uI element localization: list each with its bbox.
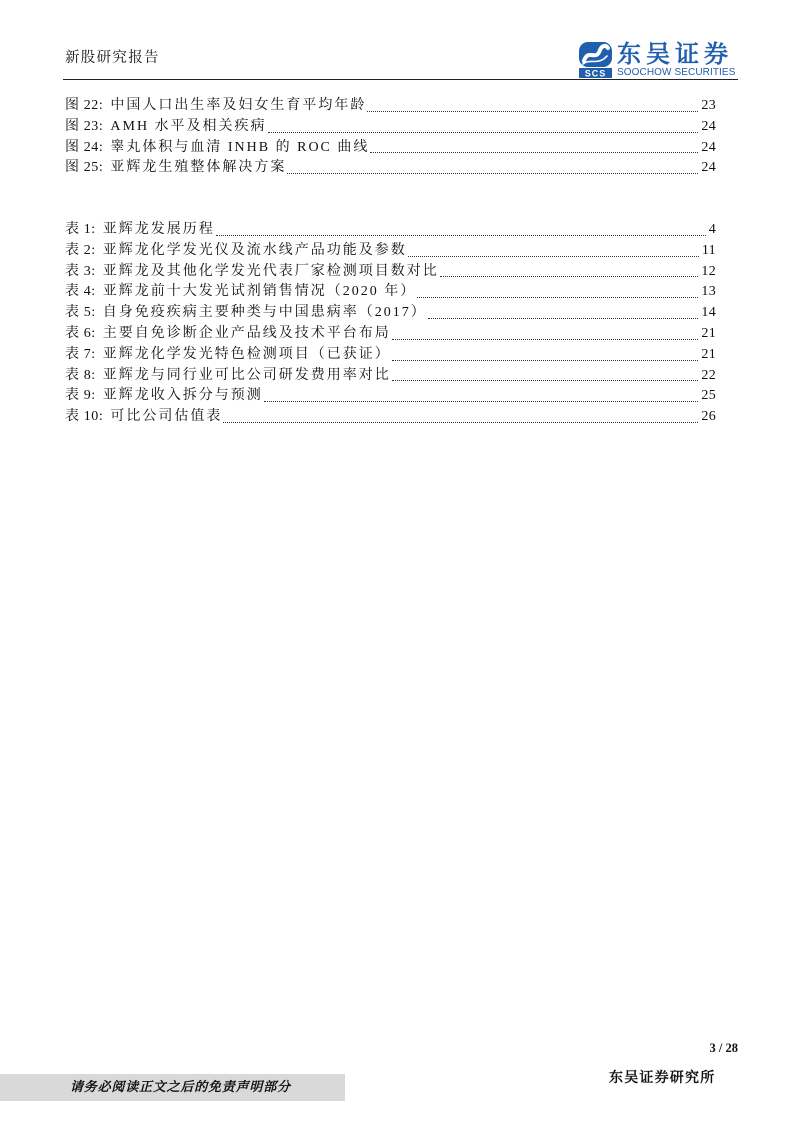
toc-entry-title: 亚辉龙前十大发光试剂销售情况（2020 年） [102, 284, 417, 300]
toc-entry-title: 中国人口出生率及妇女生育平均年龄 [110, 98, 367, 113]
toc-entry-table-10[interactable] [65, 407, 716, 428]
dot-leader [287, 173, 698, 174]
toc-entry-table-2[interactable] [65, 241, 716, 262]
dot-leader [370, 152, 698, 153]
toc-entry-label: 表 3: [65, 263, 96, 279]
logo-company-name: 东吴证券 [617, 40, 733, 68]
toc-entry-page: 24 [701, 139, 716, 155]
footer-disclaimer-band [0, 1074, 345, 1101]
dot-leader [440, 276, 699, 277]
toc-entry-title: 可比公司估值表 [110, 409, 223, 425]
toc-entry-label: 图 25: [65, 160, 104, 176]
toc-entry-title: 亚辉龙化学发光仪及流水线产品功能及参数 [102, 242, 407, 258]
toc-entry-label: 表 2: [65, 242, 96, 258]
toc-entry-page: 21 [701, 325, 716, 341]
dot-leader [264, 401, 699, 402]
toc-entry-table-7[interactable] [65, 345, 716, 366]
toc-entry-label: 表 1: [65, 222, 96, 237]
list-of-figures [65, 96, 716, 179]
toc-entry-title: 睾丸体积与血清 INHB 的 ROC 曲线 [110, 139, 370, 155]
toc-entry-page: 25 [701, 388, 716, 404]
toc-entry-figure-22[interactable] [65, 96, 716, 117]
dot-leader [428, 318, 699, 319]
toc-entry-page: 26 [701, 409, 716, 425]
toc-entry-title: 亚辉龙化学发光特色检测项目（已获证） [102, 346, 391, 362]
toc-entry-page: 21 [701, 346, 716, 362]
toc-entry-label: 图 24: [65, 139, 104, 155]
toc-entry-page: 12 [701, 263, 716, 279]
toc-entry-title: 亚辉龙生殖整体解决方案 [110, 160, 287, 176]
toc-entry-label: 图 23: [65, 118, 104, 134]
toc-entry-figure-25[interactable] [65, 158, 716, 179]
logo-icon-text: SCS [584, 68, 607, 78]
toc-entry-page: 24 [701, 160, 716, 176]
report-type-title: 新股研究报告 [65, 50, 160, 66]
toc-entry-table-6[interactable] [65, 324, 716, 345]
company-logo [578, 41, 740, 79]
dot-leader [392, 339, 699, 340]
page-number: 3 / 28 [709, 1041, 738, 1055]
toc-entry-table-3[interactable] [65, 262, 716, 283]
toc-entry-label: 表 4: [65, 284, 96, 300]
toc-entry-page: 23 [701, 98, 716, 113]
toc-entry-label: 表 8: [65, 367, 96, 383]
toc-entry-label: 图 22: [65, 98, 104, 113]
toc-entry-page: 24 [701, 118, 716, 134]
toc-entry-label: 表 5: [65, 305, 96, 321]
toc-entry-table-1[interactable] [65, 220, 716, 241]
toc-entry-page: 22 [701, 367, 716, 383]
toc-entry-label: 表 6: [65, 325, 96, 341]
dot-leader [392, 380, 699, 381]
toc-entry-figure-23[interactable] [65, 117, 716, 138]
dot-leader [367, 111, 698, 112]
header-divider [63, 79, 738, 80]
toc-entry-label: 表 10: [65, 409, 104, 425]
research-institute-name: 东吴证券研究所 [609, 1070, 716, 1086]
toc-entry-label: 表 9: [65, 388, 96, 404]
dot-leader [392, 360, 699, 361]
dot-leader [417, 297, 698, 298]
dot-leader [268, 132, 699, 133]
toc-entry-table-8[interactable] [65, 366, 716, 387]
logo-english-name: SOOCHOW SECURITIES [617, 67, 736, 78]
toc-entry-title: 自身免疫疾病主要种类与中国患病率（2017） [102, 305, 427, 321]
toc-entry-title: 主要自免诊断企业产品线及技术平台布局 [102, 325, 391, 341]
toc-entry-figure-24[interactable] [65, 138, 716, 159]
toc-entry-label: 表 7: [65, 346, 96, 362]
toc-entry-title: 亚辉龙收入拆分与预测 [102, 388, 263, 404]
toc-entry-page: 13 [701, 284, 716, 300]
toc-entry-title: 亚辉龙及其他化学发光代表厂家检测项目数对比 [102, 263, 439, 279]
toc-entry-table-5[interactable] [65, 303, 716, 324]
toc-entry-page: 14 [701, 305, 716, 321]
toc-entry-title: 亚辉龙发展历程 [102, 222, 215, 237]
dot-leader [408, 256, 699, 257]
toc-entry-page: 11 [701, 242, 716, 258]
toc-entry-table-4[interactable] [65, 282, 716, 303]
toc-entry-title: AMH 水平及相关疾病 [110, 118, 267, 134]
disclaimer-text: 请务必阅读正文之后的免责声明部分 [70, 1080, 291, 1095]
soochow-logo-icon [578, 42, 613, 78]
dot-leader [216, 235, 706, 236]
toc-entry-page: 4 [708, 222, 716, 237]
dot-leader [223, 422, 698, 423]
list-of-tables [65, 220, 716, 428]
toc-entry-table-9[interactable] [65, 386, 716, 407]
toc-entry-title: 亚辉龙与同行业可比公司研发费用率对比 [102, 367, 391, 383]
